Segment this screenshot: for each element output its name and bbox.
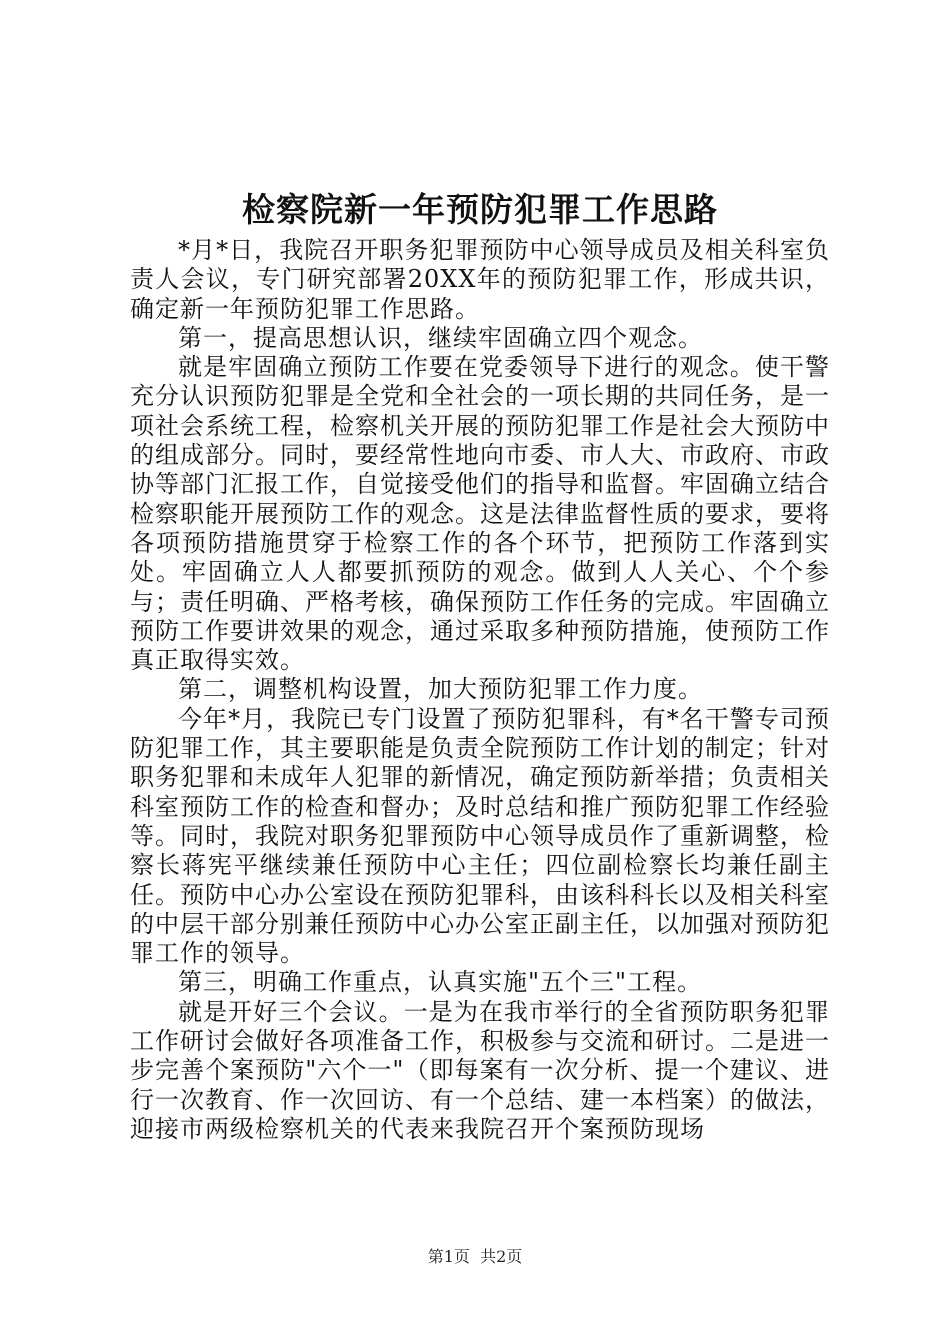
document-title: 检察院新一年预防犯罪工作思路: [242, 190, 718, 229]
heading-point-two: 第二，调整机构设置，加大预防犯罪工作力度。: [178, 675, 703, 704]
paragraph-point-two: 今年*月，我院已专门设置了预防犯罪科，有*名干警专司预防犯罪工作，其主要职能是负责全院预防工作计划的制定；针对职务犯罪和未成年人犯罪的新情况，确定预防新举措；负责相关科室预防工作的检查和督办；及时总结和推广预防犯罪工作经验等。同时，我院对职务犯罪预防中心领导成员作了重新调整，检察长蒋宪平继续兼任预防中心主任；四位副检察长均兼任副主任。预防中心办公室设在预防犯罪科，由该科科长以及相关科室的中层干部分别兼任预防中心办公室正副主任，以加强对预防犯罪工作的领导。: [130, 704, 830, 968]
paragraph-point-three: 就是开好三个会议。一是为在我市举行的全省预防职务犯罪工作研讨会做好各项准备工作，积极参与交流和研讨。二是进一步完善个案预防"六个一"（即每案有一次分析、提一个建议、进行一次教育、作一次回访、有一个总结、建一本档案）的做法，迎接市两级检察机关的代表来我院召开个案预防现场: [130, 997, 830, 1143]
heading-point-three: 第三，明确工作重点，认真实施"五个三"工程。: [178, 968, 703, 997]
document-body: [130, 236, 830, 1144]
heading-point-one: 第一，提高思想认识，继续牢固确立四个观念。: [178, 323, 703, 352]
paragraph-point-one: 就是牢固确立预防工作要在党委领导下进行的观念。使干警充分认识预防犯罪是全党和全社会的一项长期的共同任务，是一项社会系统工程，检察机关开展的预防犯罪工作是社会大预防中的组成部分。同时，要经常性地向市委、市人大、市政府、市政协等部门汇报工作，自觉接受他们的指导和监督。牢固确立结合检察职能开展预防工作的观念。这是法律监督性质的要求，要将各项预防措施贯穿于检察工作的各个环节，把预防工作落到实处。牢固确立人人都要抓预防的观念。做到人人关心、个个参与；责任明确、严格考核，确保预防工作任务的完成。牢固确立预防工作要讲效果的观念，通过采取多种预防措施，使预防工作真正取得实效。: [130, 353, 830, 675]
paragraph-intro: *月*日，我院召开职务犯罪预防中心领导成员及相关科室负责人会议，专门研究部署20XX年的预防犯罪工作，形成共识，确定新一年预防犯罪工作思路。: [130, 236, 830, 323]
page-total: 共2页: [480, 1247, 523, 1266]
page-footer: [0, 1244, 950, 1267]
footer-spacer: [470, 1247, 480, 1266]
page-number: 第1页: [427, 1247, 470, 1266]
